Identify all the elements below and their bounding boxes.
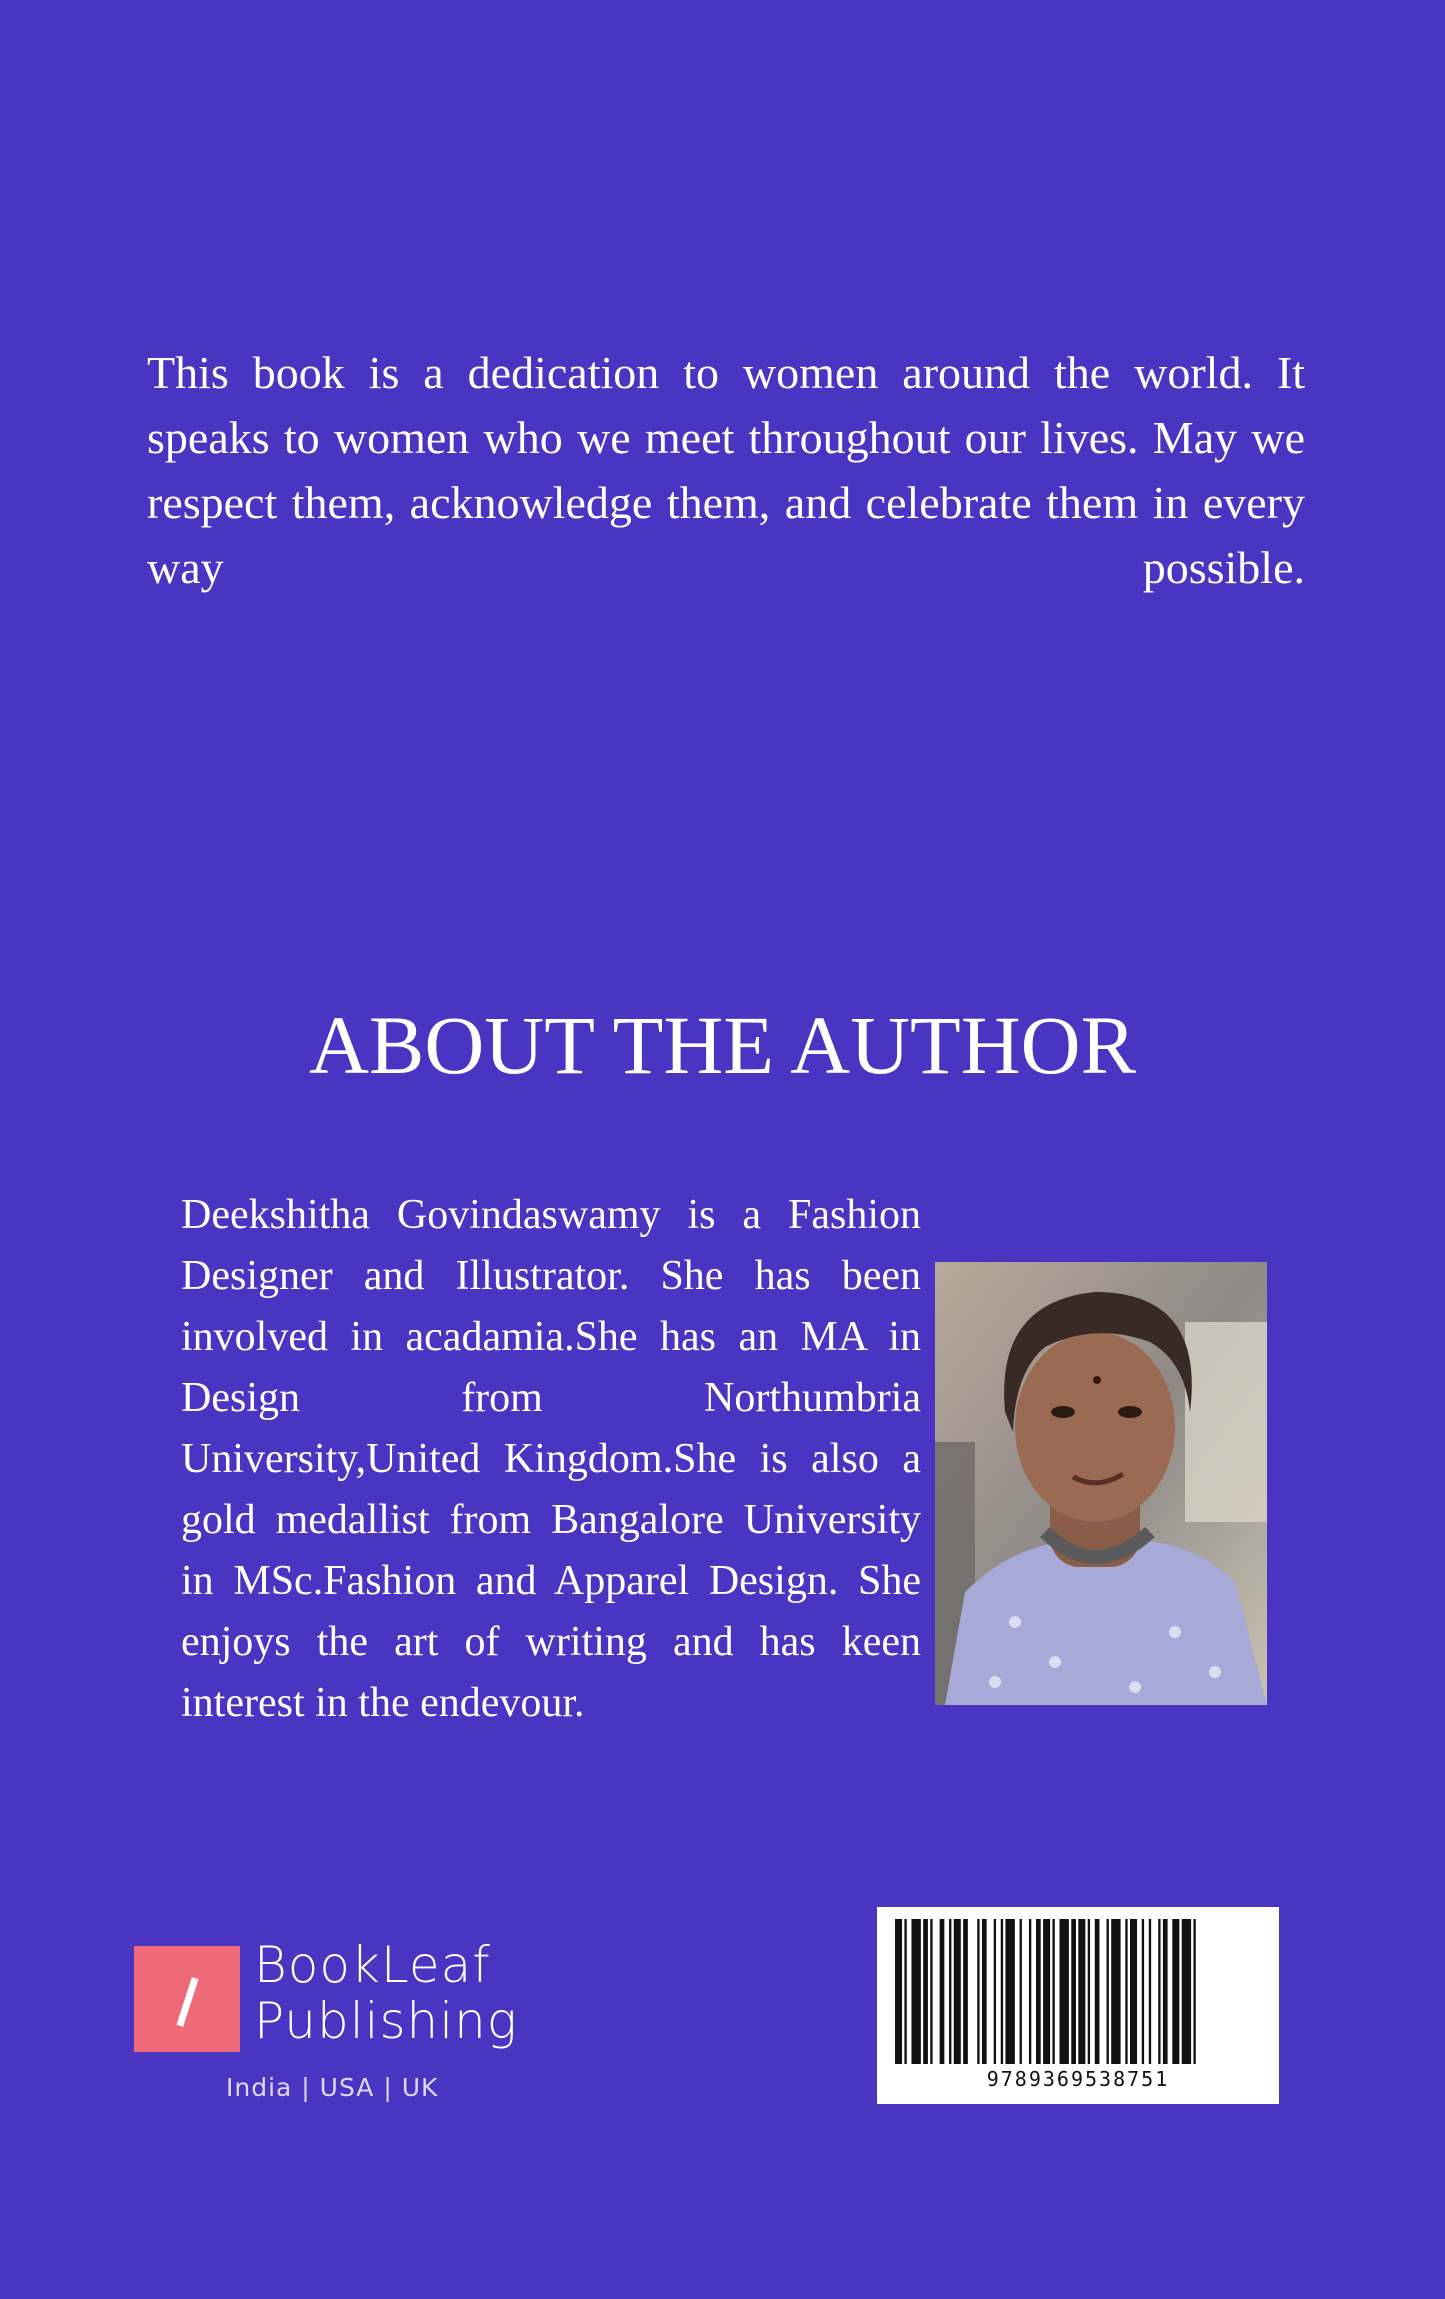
barcode-bar xyxy=(1172,1919,1179,2064)
barcode-bar xyxy=(1078,1919,1085,2064)
barcode-bar xyxy=(1095,1919,1100,2064)
barcode-bar xyxy=(1107,1919,1109,2064)
barcode-bar xyxy=(904,1919,906,2064)
barcode-bar xyxy=(994,1919,996,2064)
barcode-bar xyxy=(1193,1919,1195,2064)
barcode-bar xyxy=(977,1919,979,2064)
barcode-bar xyxy=(895,1919,902,2064)
barcode-bar xyxy=(1149,1919,1151,2064)
barcode-bar xyxy=(1071,1919,1076,2064)
barcode-bar xyxy=(982,1919,987,2064)
isbn-number: 9789369538751 xyxy=(986,2067,1170,2091)
barcode-bar xyxy=(1005,1919,1014,2064)
barcode-bar xyxy=(1043,1919,1050,2064)
publisher-regions: India | USA | UK xyxy=(226,2073,439,2102)
barcode-bar xyxy=(930,1919,932,2064)
barcode-bar xyxy=(1020,1919,1022,2064)
about-author-heading: ABOUT THE AUTHOR xyxy=(309,999,1136,1091)
publisher-name xyxy=(254,1937,518,2049)
barcode-bar xyxy=(949,1919,951,2064)
publisher-name-line1: BookLeaf xyxy=(254,1936,491,1994)
barcode-bar xyxy=(923,1919,928,2064)
barcode-bar xyxy=(1036,1919,1041,2064)
barcode-bar xyxy=(963,1919,968,2064)
back-cover-blurb: This book is a dedication to women around the world. It speaks to women who we meet throughout our lives. May we respect them, acknowledge them, and celebrate them in every way possible. xyxy=(147,347,1305,593)
isbn-barcode xyxy=(877,1907,1279,2104)
barcode-bar xyxy=(1052,1919,1054,2064)
barcode-bar xyxy=(1111,1919,1120,2064)
barcode-bar xyxy=(1130,1919,1137,2064)
barcode-bar xyxy=(1001,1919,1003,2064)
barcode-bar xyxy=(911,1919,920,2064)
barcode-bar xyxy=(1060,1919,1069,2064)
barcode-bar xyxy=(1125,1919,1127,2064)
author-bio: Deekshitha Govindaswamy is a Fashion Designer and Illustrator. She has been involved in acadamia.She has an MA in Design from Northumbria University,United Kingdom.She is also a gold medallist from Bangalore University in MSc.Fashion and Apparel Design. She enjoys the art of writing and has keen interest in the endevour. xyxy=(181,1192,921,1726)
barcode-bar xyxy=(1163,1919,1168,2064)
barcode-bar xyxy=(1029,1919,1031,2064)
barcode-bar xyxy=(1158,1919,1160,2064)
barcode-bar xyxy=(954,1919,961,2064)
barcode-bar xyxy=(1142,1919,1144,2064)
barcode-bar xyxy=(1088,1919,1090,2064)
author-photo xyxy=(935,1262,1267,1705)
slash-icon xyxy=(176,1977,198,2027)
publisher-name-line2: Publishing xyxy=(254,1992,518,2050)
publisher-logo-mark xyxy=(134,1946,240,2052)
barcode-bar xyxy=(1182,1919,1191,2064)
barcode-bar xyxy=(940,1919,945,2064)
